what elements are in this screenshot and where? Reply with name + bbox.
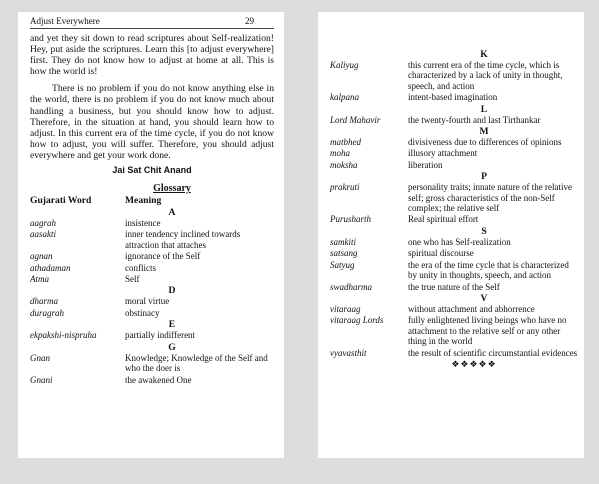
glossary-entry xyxy=(330,237,578,247)
glossary-title: Glossary xyxy=(153,183,191,195)
glossary-term: Gnan xyxy=(30,352,50,363)
glossary-entry xyxy=(330,315,578,346)
glossary-term: dharma xyxy=(30,296,59,307)
glossary-definition: divisiveness due to differences of opinions xyxy=(408,137,562,148)
col-meaning-header: Meaning xyxy=(125,195,162,207)
right-page xyxy=(318,12,584,458)
glossary-letter-heading: A xyxy=(168,207,176,219)
glossary-letter-heading: S xyxy=(481,225,487,237)
body-paragraph: There is no problem if you do not know anything else in the world, there is no problem if you do not know much about handling a business, but you should know how to adjust. Therefore, in the situation at hand, you should learn how to adjust. In this current era of the time cycle, if you do not know how to adjust, you will suffer. Therefore, you should adjust everywhere and get your work done. xyxy=(30,83,274,161)
glossary-definition: the true nature of the Self xyxy=(408,281,500,292)
glossary-definition: the awakened One xyxy=(125,374,192,385)
glossary-definition: Real spiritual effort xyxy=(408,214,479,225)
glossary-entry xyxy=(330,182,578,213)
glossary-definition: liberation xyxy=(408,159,443,170)
glossary-entry xyxy=(330,348,578,358)
glossary-term: Lord Mahavir xyxy=(330,114,381,125)
glossary-list xyxy=(30,207,274,385)
glossary-definition: the result of scientific circumstantial evidences xyxy=(408,347,578,358)
glossary-definition: ignorance of the Self xyxy=(125,251,201,262)
glossary-letter-heading: V xyxy=(480,292,488,304)
glossary-entry xyxy=(330,60,578,91)
glossary-term: samkiti xyxy=(330,236,356,247)
glossary-term: moksha xyxy=(330,159,358,170)
glossary-letter-heading: D xyxy=(168,285,176,297)
glossary-entry xyxy=(330,115,578,125)
glossary-entry xyxy=(330,260,578,281)
glossary-entry xyxy=(330,304,578,314)
glossary-definition: Knowledge; Knowledge of the Self and who the doer is xyxy=(125,352,268,374)
glossary-entry xyxy=(30,218,274,228)
glossary-term: Kaliyug xyxy=(330,60,359,70)
glossary-definition: one who has Self-realization xyxy=(408,236,511,247)
glossary-column-headers xyxy=(30,195,274,206)
glossary-definition: spiritual discourse xyxy=(408,248,474,259)
glossary-letter-heading: M xyxy=(479,126,489,138)
glossary-letter-heading: P xyxy=(481,171,487,183)
glossary-term: duragrah xyxy=(30,307,65,318)
glossary-entry xyxy=(30,296,274,306)
glossary-entry xyxy=(330,137,578,147)
glossary-entry xyxy=(30,274,274,284)
glossary-term: aagrah xyxy=(30,218,57,229)
col-word-header: Gujarati Word xyxy=(30,195,92,207)
glossary-definition: partially indifferent xyxy=(125,330,196,341)
glossary-definition: this current era of the time cycle, which is characterized by a lack of unity in thought, speech, and action xyxy=(408,60,563,91)
glossary-list xyxy=(330,12,578,358)
glossary-definition: Self xyxy=(125,274,140,285)
running-head-title: Adjust Everywhere xyxy=(30,16,100,26)
glossary-term: matbhed xyxy=(330,137,361,148)
end-ornament: ❖❖❖❖❖ xyxy=(451,358,497,369)
glossary-letter-heading: E xyxy=(168,319,176,331)
glossary-entry xyxy=(330,214,578,224)
glossary-definition: intent-based imagination xyxy=(408,92,498,103)
glossary-definition: moral virtue xyxy=(125,296,170,307)
glossary-term: swadharma xyxy=(330,281,373,292)
glossary-definition: fully enlightened living beings who have no attachment to the relative self or any other thing in the world xyxy=(408,315,567,347)
glossary-entry xyxy=(30,375,274,385)
glossary-entry xyxy=(30,263,274,273)
glossary-definition: personality traits; innate nature of the relative self; gross characteristics of the non-Self complex; the relative self xyxy=(408,182,572,214)
glossary-term: vyavasthit xyxy=(330,347,367,358)
glossary-term: Gnani xyxy=(30,374,53,385)
glossary-term: prakruti xyxy=(330,182,360,193)
glossary-entry xyxy=(330,282,578,292)
glossary-definition: the era of the time cycle that is characterized by unity in thoughts, speech, and action xyxy=(408,259,569,281)
glossary-term: kalpana xyxy=(330,92,359,103)
page-number: 29 xyxy=(245,16,254,26)
glossary-definition: conflicts xyxy=(125,262,156,273)
glossary-definition: insistence xyxy=(125,218,161,229)
glossary-definition: inner tendency inclined towards attraction that attaches xyxy=(125,229,241,250)
glossary-term: Atma xyxy=(30,274,49,285)
glossary-entry xyxy=(330,248,578,258)
glossary-term: satsang xyxy=(330,248,358,259)
glossary-letter-heading: K xyxy=(480,49,488,60)
glossary-entry xyxy=(30,353,274,374)
glossary-entry xyxy=(330,92,578,102)
glossary-term: aasakti xyxy=(30,229,56,240)
glossary-entry xyxy=(30,251,274,261)
glossary-entry xyxy=(330,160,578,170)
glossary-term: ekpakshi-nispruha xyxy=(30,330,97,341)
glossary-definition: illusory attachment xyxy=(408,148,478,159)
glossary-term: moha xyxy=(330,148,350,159)
glossary-entry xyxy=(30,330,274,340)
glossary-entry xyxy=(30,229,274,250)
glossary-definition: obstinacy xyxy=(125,307,160,318)
running-head xyxy=(30,12,274,29)
glossary-letter-heading: G xyxy=(168,341,176,353)
glossary-term: athadaman xyxy=(30,262,71,273)
body-paragraph: and yet they sit down to read scriptures about Self-realization! Hey, put aside the scriptures. Learn this [to adjust everywhere] first. They do not know how to adjust at home at all. This is how the world is! xyxy=(30,33,274,78)
glossary-term: agnan xyxy=(30,251,53,262)
glossary-definition: the twenty-fourth and last Tirthankar xyxy=(408,114,541,125)
glossary-definition: without attachment and abhorrence xyxy=(408,303,535,314)
glossary-term: vitaraag xyxy=(330,303,361,314)
glossary-letter-heading: L xyxy=(480,103,488,115)
glossary-entry xyxy=(30,308,274,318)
glossary-term: Satyug xyxy=(330,259,355,270)
signoff: Jai Sat Chit Anand xyxy=(112,165,192,176)
left-page xyxy=(18,12,284,458)
glossary-term: vitaraag Lords xyxy=(330,315,384,326)
glossary-entry xyxy=(330,148,578,158)
glossary-term: Purusharth xyxy=(330,214,372,225)
